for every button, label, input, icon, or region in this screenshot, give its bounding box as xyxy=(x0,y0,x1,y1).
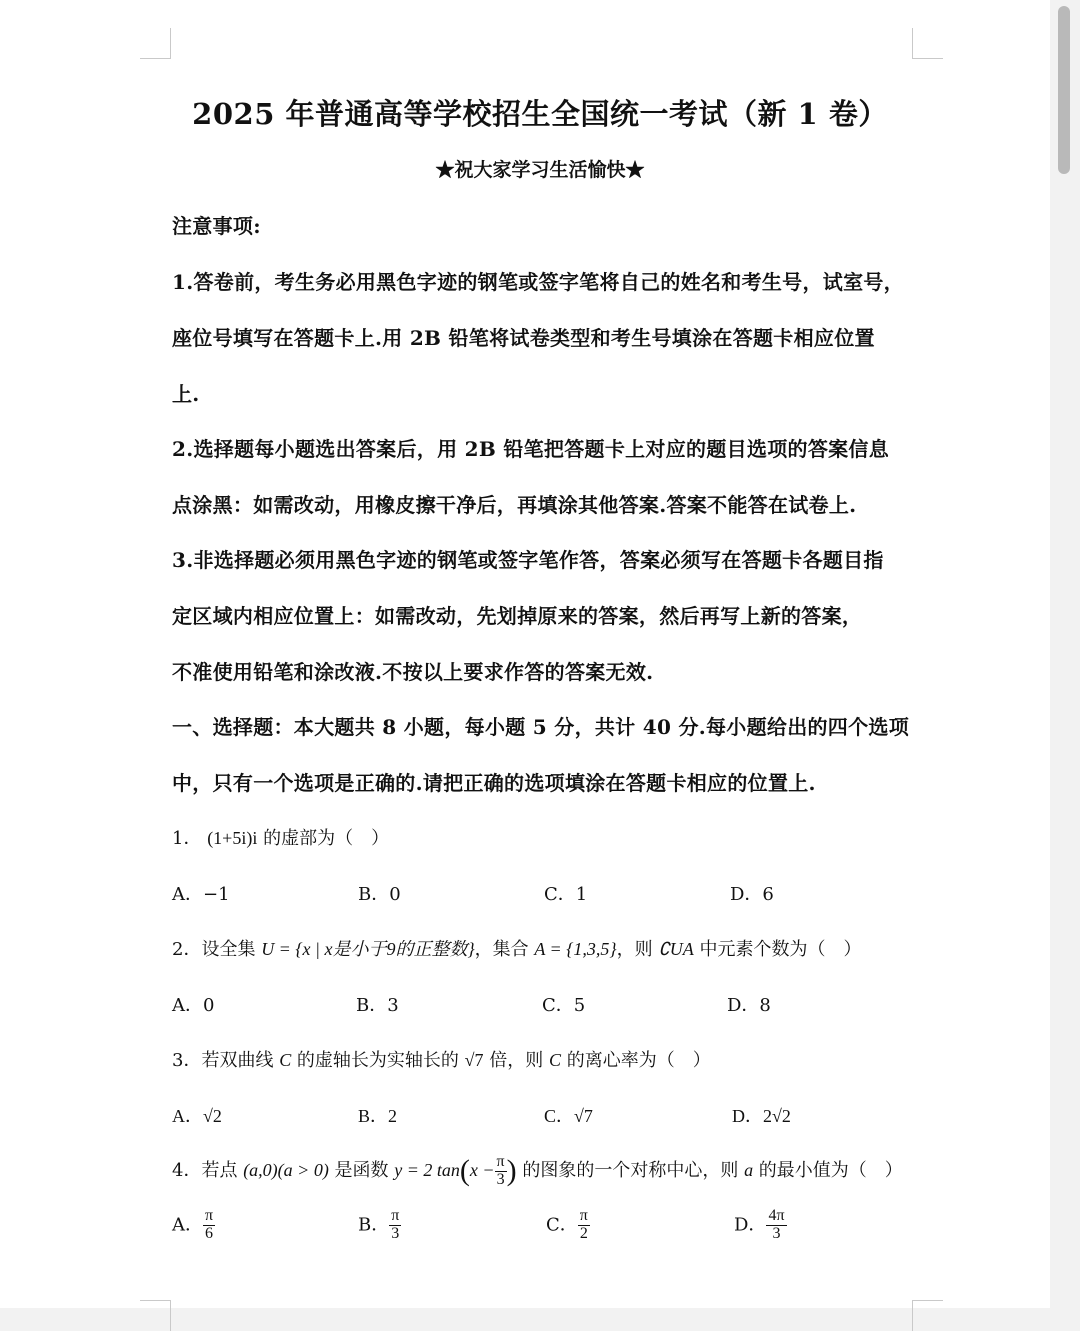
question-number: 4． xyxy=(172,1160,202,1181)
question-text: 的虚轴长为实轴长的 xyxy=(291,1050,465,1071)
scrollbar-thumb[interactable] xyxy=(1058,6,1070,174)
set-u-expression: U = {x | x是小于9的正整数} xyxy=(261,939,475,959)
question-2 xyxy=(172,935,942,961)
option-letter: D． xyxy=(734,1214,767,1236)
notice-line: 定区域内相应位置上：如需改动，先划掉原来的答案，然后再写上新的答案， xyxy=(172,604,863,628)
option-fraction xyxy=(578,1208,590,1243)
option-fraction xyxy=(766,1208,786,1243)
fraction-numerator: π xyxy=(496,1152,505,1170)
pi-over-3-fraction xyxy=(495,1154,507,1189)
question-number: 1． xyxy=(172,828,202,849)
question-text: 中元素个数为（ ） xyxy=(693,939,862,960)
notice-line: 3.非选择题必须用黑色字迹的钢笔或签字笔作答，答案必须写在答题卡各题目指 xyxy=(172,548,884,572)
option-d[interactable]: D．6 xyxy=(730,884,774,905)
option-c[interactable]: C．5 xyxy=(542,995,586,1016)
fraction-numerator: π xyxy=(205,1207,214,1224)
question-expression: (1+5i)i xyxy=(207,828,258,848)
right-paren: ) xyxy=(506,1154,517,1187)
option-b[interactable]: B．3 xyxy=(356,995,399,1016)
question-number: 3． xyxy=(172,1050,202,1071)
option-fraction xyxy=(389,1208,401,1243)
question-text: 倍，则 xyxy=(483,1050,549,1071)
question-text: 的虚部为（ ） xyxy=(263,828,390,849)
left-paren: ( xyxy=(459,1154,470,1187)
curve-label: C xyxy=(279,1050,292,1070)
option-c[interactable]: C．1 xyxy=(544,884,588,905)
notice-line: 2.选择题每小题选出答案后，用 2B 铅笔把答题卡上对应的题目选项的答案信息 xyxy=(172,437,890,461)
option-letter: A． xyxy=(172,1214,203,1236)
fraction-denominator: 6 xyxy=(205,1224,214,1242)
option-b[interactable]: B．2 xyxy=(358,1106,398,1126)
fraction-numerator: π xyxy=(579,1207,588,1224)
section-instruction: 中，只有一个选项是正确的.请把正确的选项填涂在答题卡相应的位置上. xyxy=(172,771,816,795)
option-d[interactable]: D．2√2 xyxy=(732,1106,791,1126)
function-expression: y = 2 tan xyxy=(394,1160,460,1180)
option-b[interactable] xyxy=(358,1208,401,1243)
notice-heading: 注意事项: xyxy=(172,214,261,238)
notice-line: 1.答卷前，考生务必用黑色字迹的钢笔或签字笔将自己的姓名和考生号，试室号， xyxy=(172,270,904,294)
fraction-numerator: 4π xyxy=(768,1207,785,1224)
set-a-expression: A = {1,3,5} xyxy=(534,939,617,959)
option-a[interactable]: A．0 xyxy=(172,995,215,1016)
fraction-numerator: π xyxy=(391,1207,400,1224)
question-text: 是函数 xyxy=(328,1160,395,1181)
root-expression: √7 xyxy=(464,1050,484,1070)
question-4 xyxy=(172,1150,942,1198)
question-number: 2． xyxy=(172,939,202,960)
fraction-denominator: 3 xyxy=(391,1224,400,1242)
variable-a: a xyxy=(744,1160,754,1180)
complement-expression: ∁UA xyxy=(658,939,694,959)
option-a[interactable]: A．−1 xyxy=(172,884,230,905)
crop-mark-top-right xyxy=(912,28,943,59)
option-d[interactable] xyxy=(734,1208,787,1243)
question-text: 若点 xyxy=(201,1160,244,1181)
fraction-denominator: 2 xyxy=(579,1224,588,1242)
notice-line: 座位号填写在答题卡上.用 2B 铅笔将试卷类型和考生号填涂在答题卡相应位置 xyxy=(172,326,875,350)
crop-mark-bottom-left xyxy=(140,1300,171,1331)
fraction-denominator: 3 xyxy=(496,1170,505,1188)
option-b[interactable]: B．0 xyxy=(358,884,401,905)
section-instruction: 一、选择题：本大题共 8 小题，每小题 5 分，共计 40 分.每小题给出的四个选项 xyxy=(172,715,910,739)
exam-title: 2025 年普通高等学校招生全国统一考试（新 1 卷） xyxy=(192,97,888,131)
question-3 xyxy=(172,1046,942,1072)
option-c[interactable]: C．√7 xyxy=(544,1106,593,1126)
question-text: 的最小值为（ ） xyxy=(753,1160,903,1181)
notice-line: 上. xyxy=(172,382,200,406)
fraction-denominator: 3 xyxy=(772,1224,781,1242)
question-text: 设全集 xyxy=(201,939,262,960)
option-letter: B． xyxy=(358,1214,390,1236)
function-argument: x − xyxy=(469,1160,495,1180)
crop-mark-top-left xyxy=(140,28,171,59)
question-1 xyxy=(172,824,942,850)
question-text: ，集合 xyxy=(474,939,535,960)
exam-subtitle: ★祝大家学习生活愉快★ xyxy=(435,159,645,181)
option-c[interactable] xyxy=(546,1208,590,1243)
option-a[interactable]: A．√2 xyxy=(172,1106,222,1126)
notice-line: 点涂黑：如需改动，用橡皮擦干净后，再填涂其他答案.答案不能答在试卷上. xyxy=(172,493,857,517)
option-fraction xyxy=(203,1208,215,1243)
question-text: 的图象的一个对称中心，则 xyxy=(516,1160,745,1181)
crop-mark-bottom-right xyxy=(912,1300,943,1331)
curve-label: C xyxy=(549,1050,562,1070)
point-expression: (a,0)(a > 0) xyxy=(243,1160,329,1180)
option-d[interactable]: D．8 xyxy=(727,995,771,1016)
scrollbar[interactable] xyxy=(1050,0,1080,1308)
option-letter: C． xyxy=(546,1214,578,1236)
option-a[interactable] xyxy=(172,1208,215,1243)
question-text: 若双曲线 xyxy=(201,1050,280,1071)
notice-line: 不准使用铅笔和涂改液.不按以上要求作答的答案无效. xyxy=(172,660,654,684)
question-text: ，则 xyxy=(616,939,659,960)
question-text: 的离心率为（ ） xyxy=(561,1050,711,1071)
